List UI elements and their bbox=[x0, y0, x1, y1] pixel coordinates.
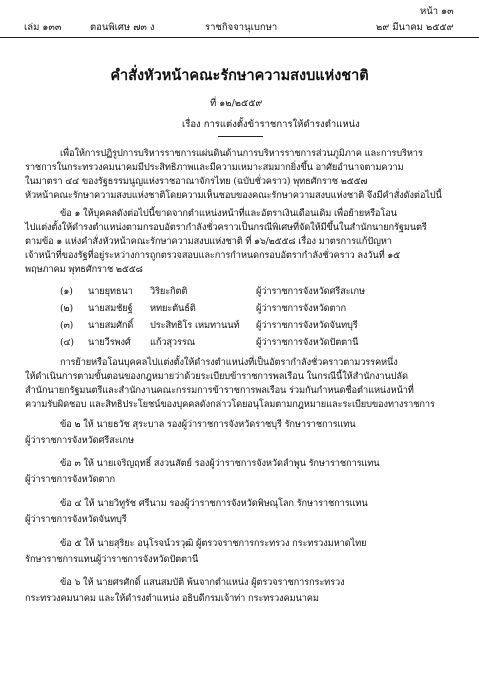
item-number: (๒) bbox=[60, 303, 73, 314]
item-number: (๓) bbox=[60, 320, 74, 331]
text-line: กระทรวงคมนาคม และให้ดำรงตำแหน่ง อธิบดีกรมเจ้าท่า กระทรวงคมนาคม bbox=[25, 593, 319, 604]
text-line: ตามข้อ ๑ แห่งคำสั่งหัวหน้าคณะรักษาความสงบแห่งชาติ ที่ ๑๖/๒๕๕๘ เรื่อง มาตรการแก้ปัญหา bbox=[25, 236, 392, 247]
text-line: ในมาตรา ๔๔ ของรัฐธรรมนูญแห่งราชอาณาจักรไทย (ฉบับชั่วคราว) พุทธศักราช ๒๕๕๗ bbox=[25, 176, 368, 187]
person-position: ผู้ว่าราชการจังหวัดตาก bbox=[256, 303, 346, 314]
text-line: หัวหน้าคณะรักษาความสงบแห่งชาติโดยความเห็นชอบของคณะรักษาความสงบแห่งชาติ จึงมีคำสั่งดังต่อไปนี้ bbox=[25, 190, 442, 201]
item-number: (๔) bbox=[60, 337, 74, 348]
title-rule bbox=[218, 136, 263, 137]
text-line: ให้ดำเนินการตามขั้นตอนของกฎหมายว่าด้วยระเบียบข้าราชการพลเรือน ในกรณีนี้ให้สำนักงานปลัด bbox=[25, 371, 408, 382]
person-name: นายสมศักดิ์ bbox=[88, 320, 134, 331]
text-line: รักษาราชการแทนผู้ว่าราชการจังหวัดปัตตานี bbox=[25, 554, 199, 565]
person-position: ผู้ว่าราชการจังหวัดจันทบุรี bbox=[256, 320, 358, 331]
person-surname: วิริยะกิตติ bbox=[150, 286, 188, 297]
text-line: เจ้าหน้าที่ของรัฐที่อยู่ระหว่างการถูกตรวจสอบและการกำหนดกรอบอัตรากำลังชั่วคราว ลงวันที่ ๑๕ bbox=[25, 250, 401, 261]
person-surname: หทยะตันธ์ติ bbox=[150, 303, 196, 314]
text-line: ความรับผิดชอบ และสิทธิประโยชน์ของบุคคลดังกล่าวโดยอนุโลมตามกฎหมายและระเบียบของทางราชการ bbox=[25, 399, 435, 410]
text-line: สำนักนายกรัฐมนตรีและสำนักงานคณะกรรมการข้าราชการพลเรือน ร่วมกันกำหนดชื่อตำแหน่งหน้าที่ bbox=[25, 385, 414, 396]
text-line: ผู้ว่าราชการจังหวัดศรีสะเกษ bbox=[25, 435, 134, 446]
person-name: นายวีรพงศ์ bbox=[88, 337, 131, 348]
page-number: หน้า ๑๓ bbox=[420, 6, 454, 17]
order-title: คำสั่งหัวหน้าคณะรักษาความสงบแห่งชาติ bbox=[110, 67, 369, 84]
text-line: ข้อ ๖ ให้ นายศรศักดิ์ แสนสมบัติ พ้นจากตำแหน่ง ผู้ตรวจราชการกระทรวง bbox=[60, 577, 345, 588]
text-line: เพื่อให้การปฏิรูปการบริหารราชการแผ่นดินด้านการบริหารราชการส่วนภูมิภาค และการบริหาร bbox=[60, 148, 423, 159]
text-line: ราชการในกระทรวงคมนาคมมีประสิทธิภาพและมีความเหมาะสมมากยิ่งขึ้น อาศัยอำนาจตามความ bbox=[25, 162, 404, 173]
text-line: ข้อ ๑ ให้บุคคลดังต่อไปนี้ขาดจากตำแหน่งหน้าที่และอัตราเงินเดือนเดิม เพื่อย้ายหรือโอน bbox=[60, 208, 397, 219]
text-line: ข้อ ๕ ให้ นายสุริยะ อนุโรจน์วรวุฒิ ผู้ตรวจราชการกระทรวง กระทรวงมหาดไทย bbox=[60, 538, 367, 549]
gazette-volume: เล่ม ๑๓๓ bbox=[24, 22, 62, 33]
person-name: นายยุทธนา bbox=[88, 286, 133, 297]
person-name: นายสมชัยฐ์ bbox=[88, 303, 133, 314]
person-position: ผู้ว่าราชการจังหวัดปัตตานี bbox=[256, 337, 359, 348]
text-line: ผู้ว่าราชการจังหวัดจันทบุรี bbox=[25, 514, 127, 525]
text-line: ไปแต่งตั้งให้ดำรงตำแหน่งตามกรอบอัตรากำลังชั่วคราวเป็นกรณีพิเศษที่จัดให้มีขึ้นในสำนักนายกรัฐมนตรี bbox=[25, 222, 427, 233]
text-line: พฤษภาคม พุทธศักราช ๒๕๕๘ bbox=[25, 264, 143, 275]
text-line: ข้อ ๓ ให้ นายเจริญฤทธิ์ สงวนสัตย์ รองผู้ว่าราชการจังหวัดลำพูน รักษาราชการแทน bbox=[60, 458, 380, 469]
text-line: ผู้ว่าราชการจังหวัดตาก bbox=[25, 474, 115, 485]
person-surname: แก้วสุวรรณ bbox=[150, 337, 196, 348]
header-rule bbox=[0, 37, 479, 38]
gazette-date: ๒๙ มีนาคม ๒๕๕๙ bbox=[376, 22, 454, 33]
item-number: (๑) bbox=[60, 286, 73, 297]
text-line: การย้ายหรือโอนบุคคลไปแต่งตั้งให้ดำรงตำแหน่งที่เป็นอัตรากำลังชั่วคราวตามวรรคหนึ่ง bbox=[60, 357, 398, 368]
person-position: ผู้ว่าราชการจังหวัดศรีสะเกษ bbox=[256, 286, 365, 297]
person-surname: ประสิทธิโร เหมทานนท์ bbox=[150, 320, 240, 331]
text-line: ข้อ ๒ ให้ นายธวัช สุระบาล รองผู้ว่าราชการจังหวัดราชบุรี รักษาราชการแทน bbox=[60, 419, 356, 430]
text-line: ข้อ ๔ ให้ นายวิทูรัช ศรีนาม รองผู้ว่าราชการจังหวัดพิษณุโลก รักษาราชการแทน bbox=[60, 498, 368, 509]
gazette-name: ราชกิจจานุเบกษา bbox=[205, 22, 278, 33]
order-number: ที่ ๑๒/๒๕๕๙ bbox=[210, 98, 263, 109]
order-subject: เรื่อง การแต่งตั้งข้าราชการให้ดำรงตำแหน่ง bbox=[182, 119, 360, 130]
gazette-issue: ตอนพิเศษ ๗๓ ง bbox=[90, 22, 155, 33]
